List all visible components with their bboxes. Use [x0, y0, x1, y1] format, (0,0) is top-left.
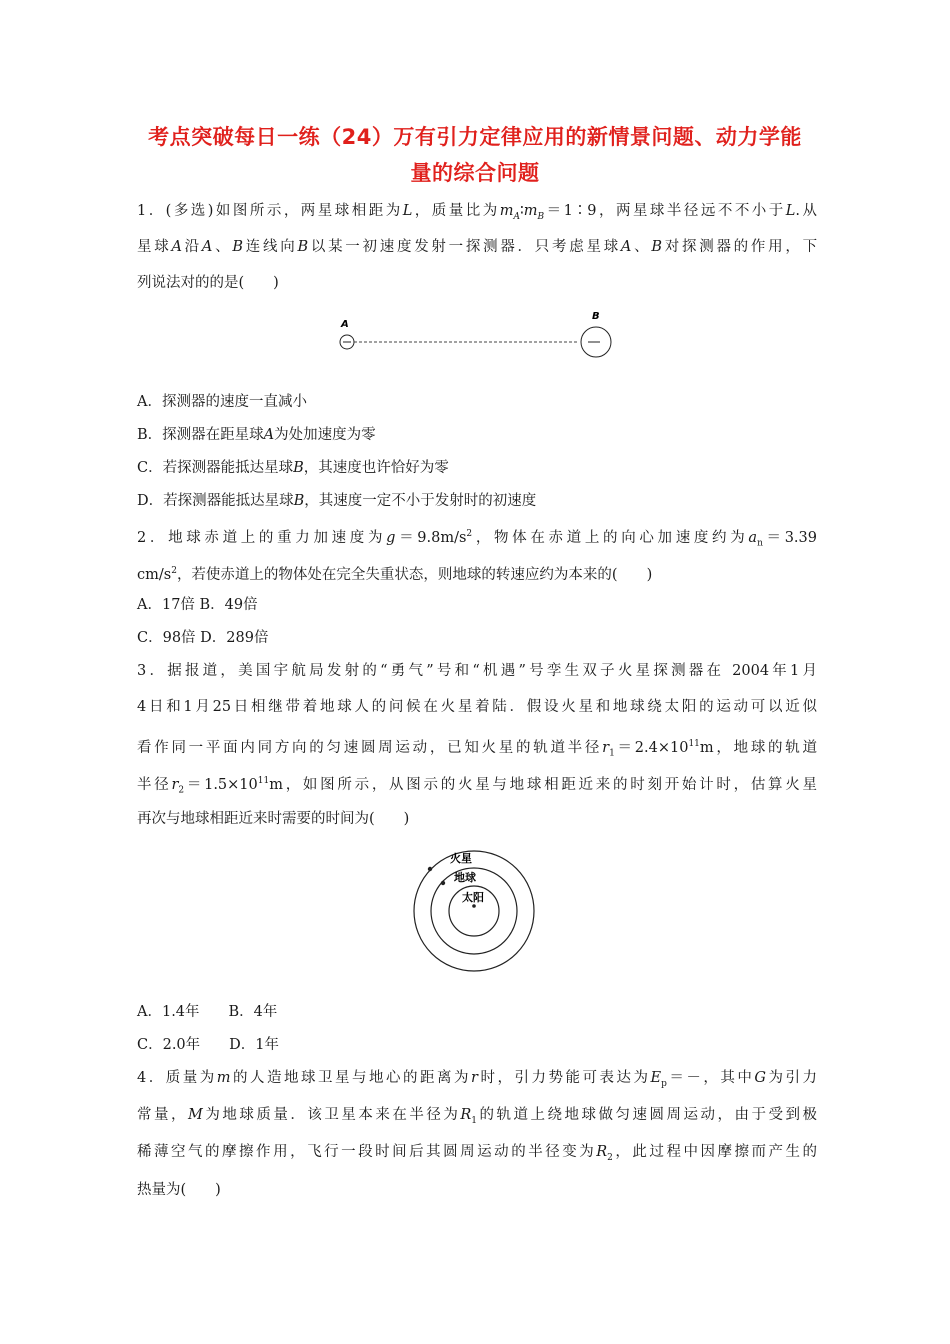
earth-label: 地球 — [454, 871, 476, 884]
q3-line-2: 4日和1月25日相继带着地球人的问候在火星着陆．假设火星和地球绕太阳的运动可以近似 — [137, 699, 817, 715]
title-line-2: 量的综合问题 — [410, 161, 540, 185]
q4-line-2: 常量，M为地球质量．该卫星本来在半径为$R_1$的轨道上绕地球做匀速圆周运动，由于受到极 — [137, 1107, 818, 1126]
q1-line-2: 星球A沿A、B连线向B以某一初速度发射一探测器．只考虑星球A、B对探测器的作用，下 — [137, 239, 818, 255]
q3-orbit-figure — [400, 840, 550, 980]
q1-option-b: B．探测器在距星球A为处加速度为零 — [137, 427, 376, 443]
q2-line-2: $cm/s^2$，若使赤道上的物体处在完全失重状态，则地球的转速应约为本来的( ) — [137, 566, 653, 583]
q3-options-2: C．2.0年 D．1年 — [137, 1037, 280, 1053]
q2-line-1: 2．地球赤道上的重力加速度为$g=9.8m/s^2$，物体在赤道上的向心加速度约为$a_n=3.39$ — [137, 529, 817, 549]
q1-option-a: A．探测器的速度一直减小 — [137, 394, 307, 410]
sun-dot — [472, 904, 476, 908]
q3-line-4: 半径$r_2=1.5\times 10^{11}m$，如图所示，从图示的火星与地球相距近来的时刻开始计时，估算火星 — [137, 776, 818, 796]
mars-label: 火星 — [450, 852, 472, 865]
q3-options-1: A．1.4年 B．4年 — [137, 1004, 278, 1020]
q1-line-3: 列说法对的的是( ) — [137, 275, 279, 291]
earth-dot — [441, 881, 445, 885]
q4-line-1: 4．质量为m的人造地球卫星与地心的距离为r时，引力势能可表达为$E_p=-$，其中G为引力 — [137, 1070, 818, 1089]
mars-dot — [428, 867, 432, 871]
q4-line-4: 热量为( ) — [137, 1182, 221, 1198]
q3-line-1: 3．据报道，美国宇航局发射的“勇气”号和“机遇”号孪生双子火星探测器在 2004年1月 — [137, 663, 817, 679]
q1-line-1: 1．(多选)如图所示，两星球相距为L，质量比为$m_A∶m_B=1∶9$，两星球半径远不不小于L.从 — [137, 203, 817, 222]
q2-options-1: A．17倍 B．49倍 — [137, 597, 258, 613]
q1-figure-label-a: A — [341, 319, 349, 330]
q1-figure-label-b: B — [592, 311, 600, 322]
title-line-1: 考点突破每日一练（24）万有引力定律应用的新情景问题、动力学能 — [148, 125, 802, 149]
q4-line-3: 稀薄空气的摩擦作用，飞行一段时间后其圆周运动的半径变为$R_2$，此过程中因摩擦而产生的 — [137, 1144, 818, 1163]
q1-option-d: D．若探测器能抵达星球B，其速度一定不小于发射时的初速度 — [137, 493, 537, 509]
q3-line-3: 看作同一平面内同方向的匀速圆周运动，已知火星的轨道半径$r_1=2.4\times 10^{11}m$，地球的轨道 — [137, 739, 818, 759]
sun-label: 太阳 — [462, 891, 484, 904]
q1-figure — [330, 305, 620, 360]
q2-options-2: C．98倍 D．289倍 — [137, 630, 269, 646]
page-title — [120, 119, 830, 191]
q1-option-c: C．若探测器能抵达星球B，其速度也许恰好为零 — [137, 460, 449, 476]
q3-line-5: 再次与地球相距近来时需要的时间为( ) — [137, 811, 410, 827]
